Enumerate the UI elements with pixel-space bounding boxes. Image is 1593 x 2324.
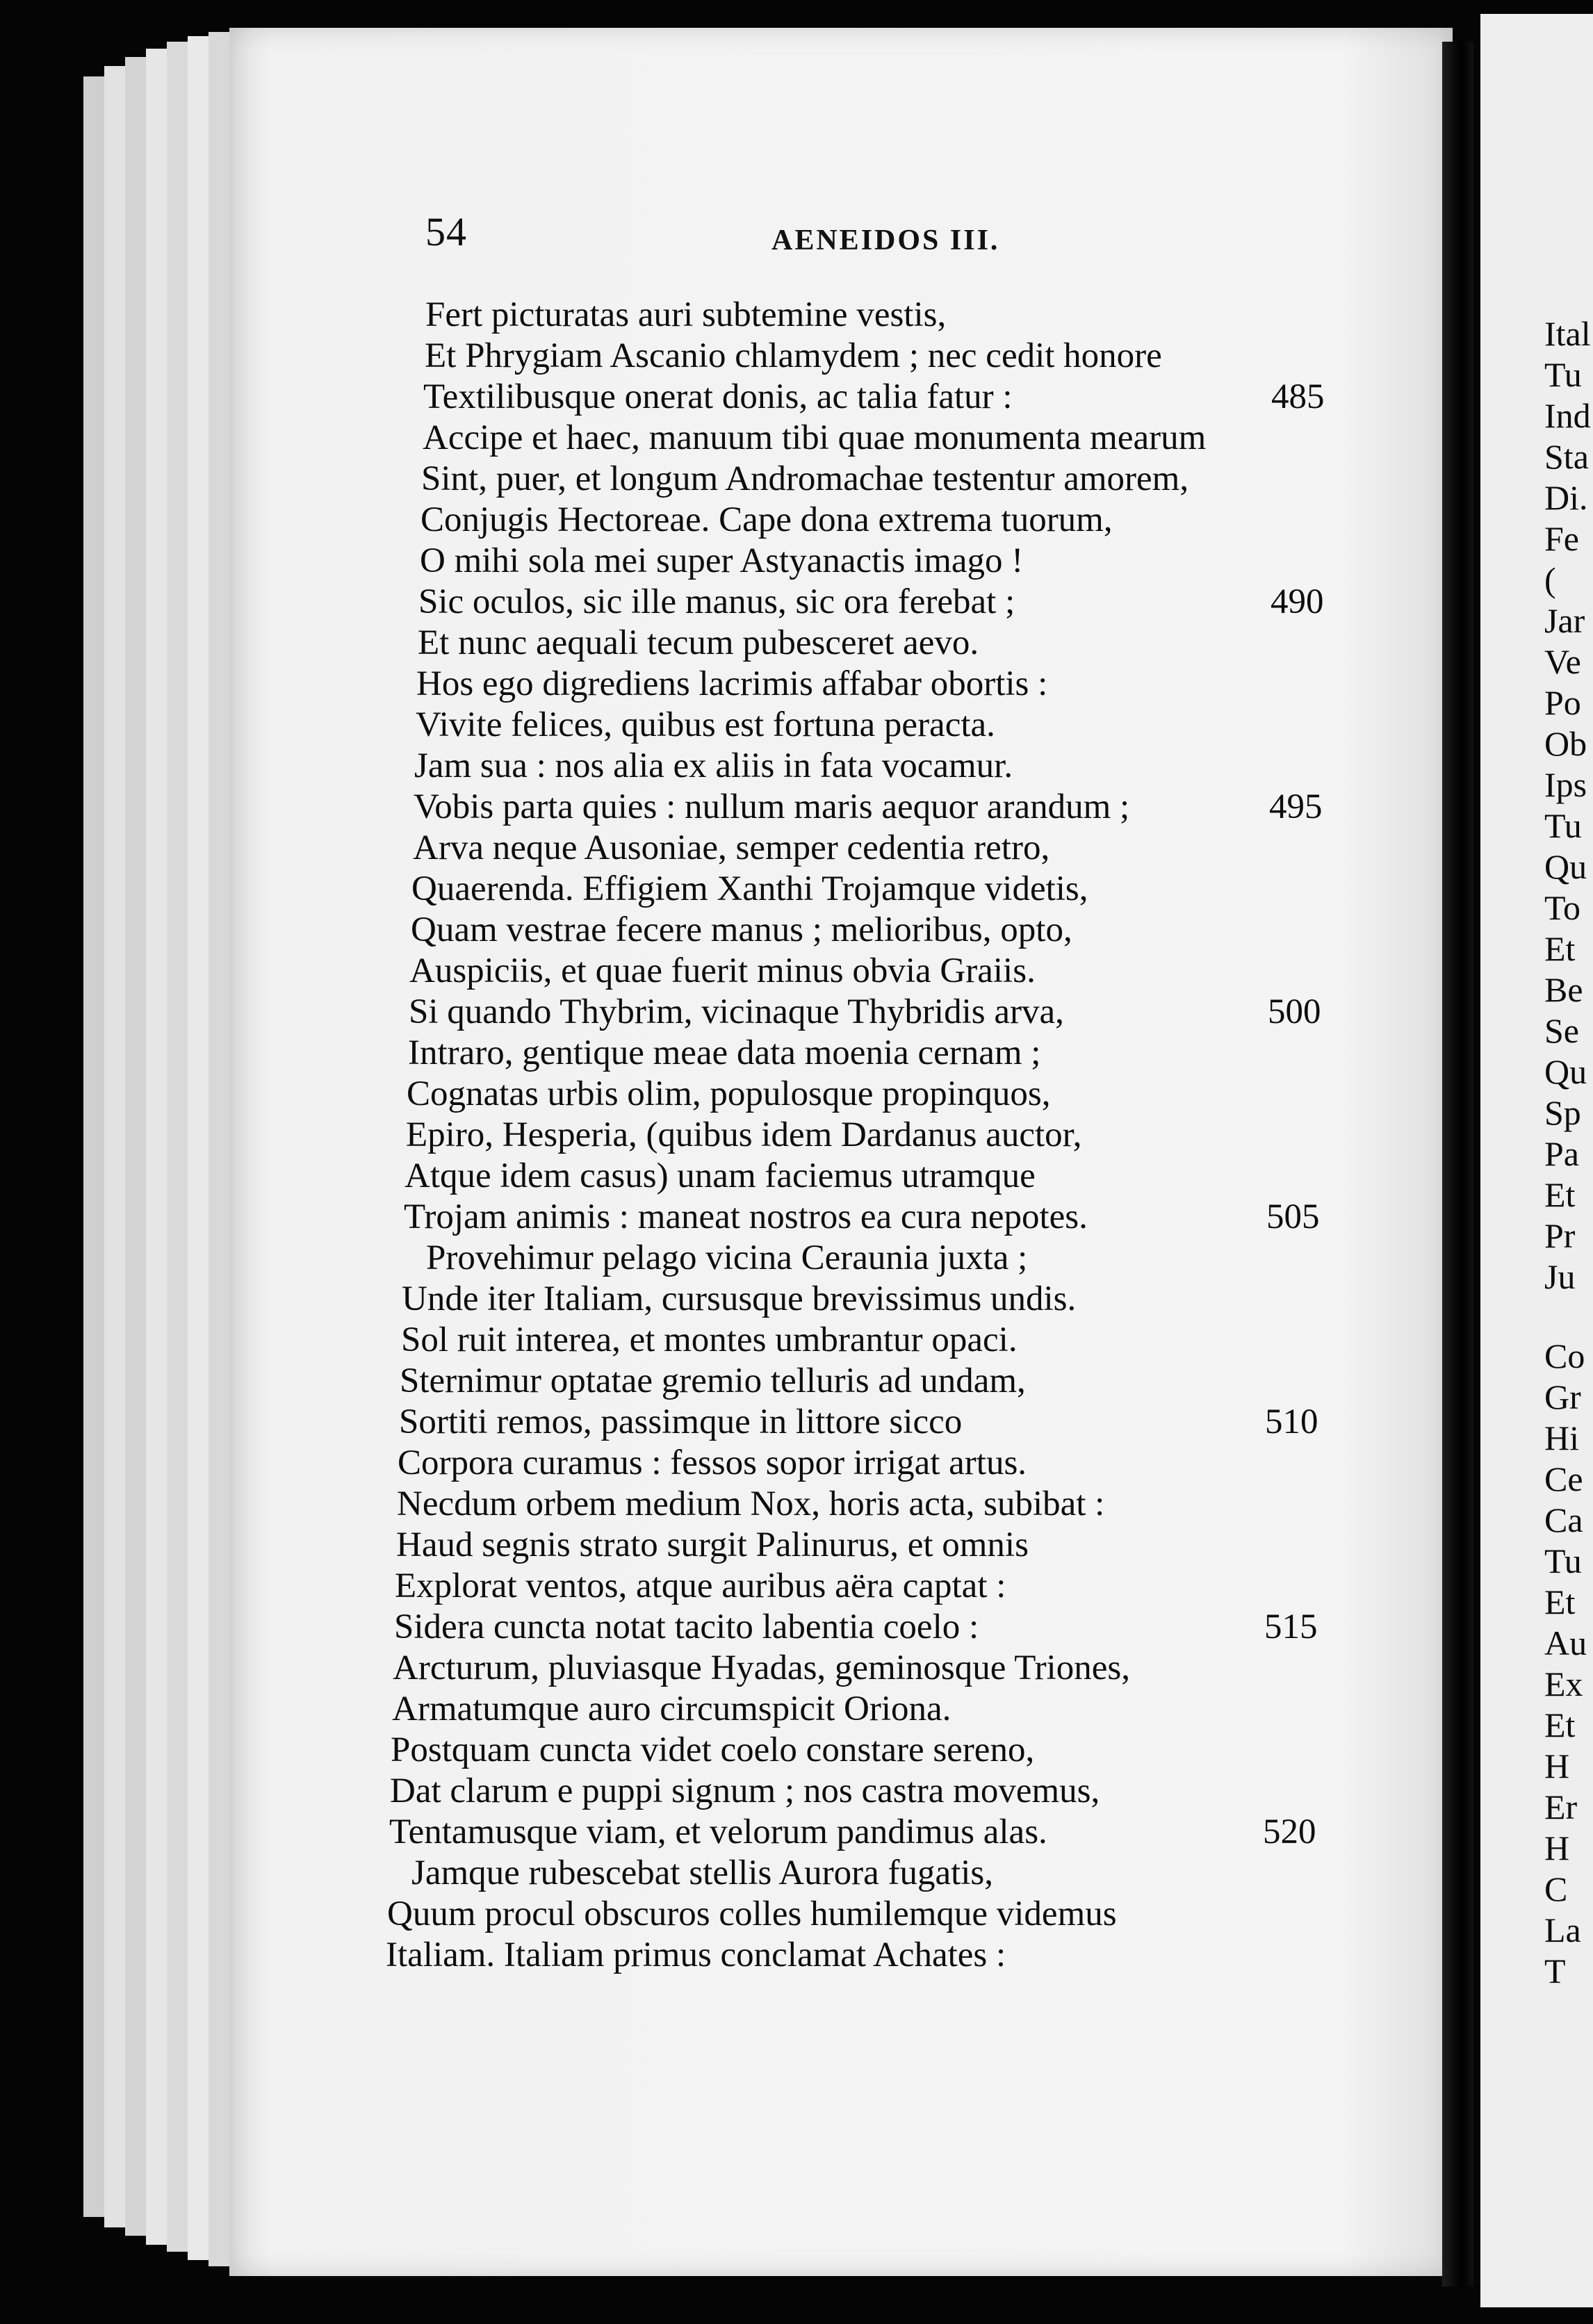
facing-page-fragment: Di.: [1544, 478, 1588, 517]
facing-page-fragment: Jar: [1544, 601, 1585, 640]
verse-line: Dat clarum e puppi signum ; nos castra movemus,: [390, 1771, 1100, 1810]
verse-line: Sint, puer, et longum Andromachae testentur amorem,: [421, 459, 1189, 498]
facing-page-fragment: Et: [1544, 1582, 1576, 1621]
line-number: 520: [1263, 1812, 1316, 1851]
facing-page-fragment: Ob: [1544, 724, 1587, 763]
verse-line: Jam sua : nos alia ex aliis in fata vocamur.: [414, 746, 1013, 785]
verse-line: Explorat ventos, atque auribus aëra captat :: [395, 1566, 1006, 1605]
facing-page-fragment: Pa: [1544, 1134, 1579, 1173]
facing-page-fragment: Tu: [1544, 806, 1582, 845]
facing-page-fragment: Er: [1544, 1787, 1578, 1826]
verse-line: O mihi sola mei super Astyanactis imago !: [420, 541, 1024, 580]
facing-page-fragment: Co: [1544, 1336, 1585, 1375]
verse-line: Haud segnis strato surgit Palinurus, et omnis: [396, 1525, 1029, 1564]
facing-page-fragment: Hi: [1544, 1418, 1579, 1457]
verse-line: Textilibusque onerat donis, ac talia fatur :: [423, 377, 1013, 416]
facing-page-fragment: T: [1544, 1951, 1566, 1990]
verse-line: Conjugis Hectoreae. Cape dona extrema tuorum,: [420, 500, 1113, 539]
verse-line: Et Phrygiam Ascanio chlamydem ; nec cedit honore: [425, 336, 1162, 375]
verse-line: Vivite felices, quibus est fortuna peracta.: [416, 705, 995, 744]
facing-page-fragment: Ind: [1544, 396, 1591, 435]
facing-page-fragment: H: [1544, 1746, 1570, 1785]
line-number: 485: [1271, 377, 1325, 416]
facing-page-fragment: Tu: [1544, 355, 1582, 394]
verse-line: Arcturum, pluviasque Hyadas, geminosque Triones,: [393, 1648, 1130, 1687]
facing-page-fragment: Ex: [1544, 1664, 1583, 1703]
facing-page-fragment: Ital: [1544, 314, 1591, 353]
verse-line: Si quando Thybrim, vicinaque Thybridis arva,: [409, 992, 1064, 1031]
facing-page-fragment: Sta: [1544, 437, 1589, 476]
verse-line: Postquam cuncta videt coelo constare sereno,: [391, 1730, 1035, 1769]
facing-page-fragment: H: [1544, 1828, 1570, 1867]
verse-line: Sic oculos, sic ille manus, sic ora ferebat ;: [418, 582, 1015, 621]
line-number: 495: [1269, 787, 1323, 826]
running-head: AENEIDOS III.: [771, 224, 1000, 256]
facing-page-fragment: Gr: [1544, 1377, 1581, 1416]
facing-page-fragment: Et: [1544, 929, 1576, 968]
facing-page-fragment: Se: [1544, 1011, 1579, 1050]
verse-line: Epiro, Hesperia, (quibus idem Dardanus auctor,: [406, 1115, 1082, 1154]
verse-line: Accipe et haec, manuum tibi quae monumenta mearum: [423, 418, 1207, 457]
verse-line: Provehimur pelago vicina Ceraunia juxta ;: [426, 1238, 1028, 1277]
line-number: 510: [1265, 1402, 1318, 1441]
facing-page-fragment: Ca: [1544, 1500, 1583, 1539]
verse-line: Corpora curamus : fessos sopor irrigat artus.: [398, 1443, 1027, 1482]
facing-page-fragment: Ips: [1544, 765, 1587, 804]
verse-line: Armatumque auro circumspicit Oriona.: [392, 1689, 951, 1728]
verse-line: Arva neque Ausoniae, semper cedentia retro,: [413, 828, 1050, 867]
line-number: 505: [1266, 1197, 1320, 1236]
facing-page-fragment: Au: [1544, 1623, 1587, 1662]
verse-line: Trojam animis : maneat nostros ea cura nepotes.: [404, 1197, 1088, 1236]
verse-line: Quum procul obscuros colles humilemque videmus: [387, 1895, 1117, 1933]
verse-line: Cognatas urbis olim, populosque propinquos,: [407, 1074, 1051, 1113]
line-number: 500: [1268, 992, 1321, 1031]
facing-page-fragment: C: [1544, 1869, 1568, 1908]
verse-line: Intraro, gentique meae data moenia cernam ;: [408, 1033, 1041, 1072]
line-number: 515: [1264, 1607, 1318, 1646]
facing-page-fragment: Be: [1544, 970, 1583, 1009]
verse-line: Sternimur optatae gremio telluris ad undam,: [400, 1361, 1026, 1400]
verse-line: Necdum orbem medium Nox, horis acta, subibat :: [397, 1484, 1105, 1523]
verse-line: Hos ego digrediens lacrimis affabar obortis :: [416, 664, 1048, 703]
facing-page-fragment: Qu: [1544, 847, 1587, 886]
verse-line: Tentamusque viam, et velorum pandimus alas.: [389, 1812, 1047, 1851]
facing-page-fragment: To: [1544, 888, 1581, 927]
facing-page-fragment: (: [1544, 560, 1556, 599]
facing-page-fragment: Ve: [1544, 642, 1581, 681]
facing-page-fragment: Et: [1544, 1175, 1576, 1214]
verse-line: Fert picturatas auri subtemine vestis,: [425, 295, 947, 334]
facing-page-fragment: La: [1544, 1910, 1581, 1949]
verse-line: Sol ruit interea, et montes umbrantur opaci.: [401, 1320, 1018, 1359]
facing-page-fragment: Tu: [1544, 1541, 1582, 1580]
verse-line: Sortiti remos, passimque in littore sicco: [399, 1402, 963, 1441]
verse-line: Unde iter Italiam, cursusque brevissimus undis.: [402, 1279, 1077, 1318]
line-number: 490: [1271, 582, 1324, 621]
verse-line: Auspiciis, et quae fuerit minus obvia Graiis.: [409, 951, 1036, 990]
verse-line: Quaerenda. Effigiem Xanthi Trojamque videtis,: [411, 869, 1088, 908]
facing-page-fragment: Et: [1544, 1705, 1576, 1744]
facing-page-fragment: Fe: [1544, 519, 1579, 558]
verse-line: Et nunc aequali tecum pubesceret aevo.: [418, 623, 979, 662]
verse-line: Jamque rubescebat stellis Aurora fugatis,: [411, 1854, 994, 1892]
facing-page-fragment: Ce: [1544, 1459, 1583, 1498]
verse-line: Quam vestrae fecere manus ; melioribus, opto,: [411, 910, 1072, 949]
verse-line: Italiam. Italiam primus conclamat Achates :: [386, 1936, 1006, 1974]
verse-line: Sidera cuncta notat tacito labentia coelo :: [394, 1607, 979, 1646]
facing-page-fragment: Pr: [1544, 1216, 1576, 1255]
facing-page-fragment: Qu: [1544, 1052, 1587, 1091]
facing-page-fragment: Ju: [1544, 1257, 1576, 1296]
facing-page-fragment: Po: [1544, 683, 1581, 722]
verse-line: Vobis parta quies : nullum maris aequor arandum ;: [414, 787, 1130, 826]
page-number: 54: [425, 209, 467, 254]
facing-page-fragment: Sp: [1544, 1093, 1581, 1132]
verse-line: Atque idem casus) unam faciemus utramque: [405, 1156, 1036, 1195]
